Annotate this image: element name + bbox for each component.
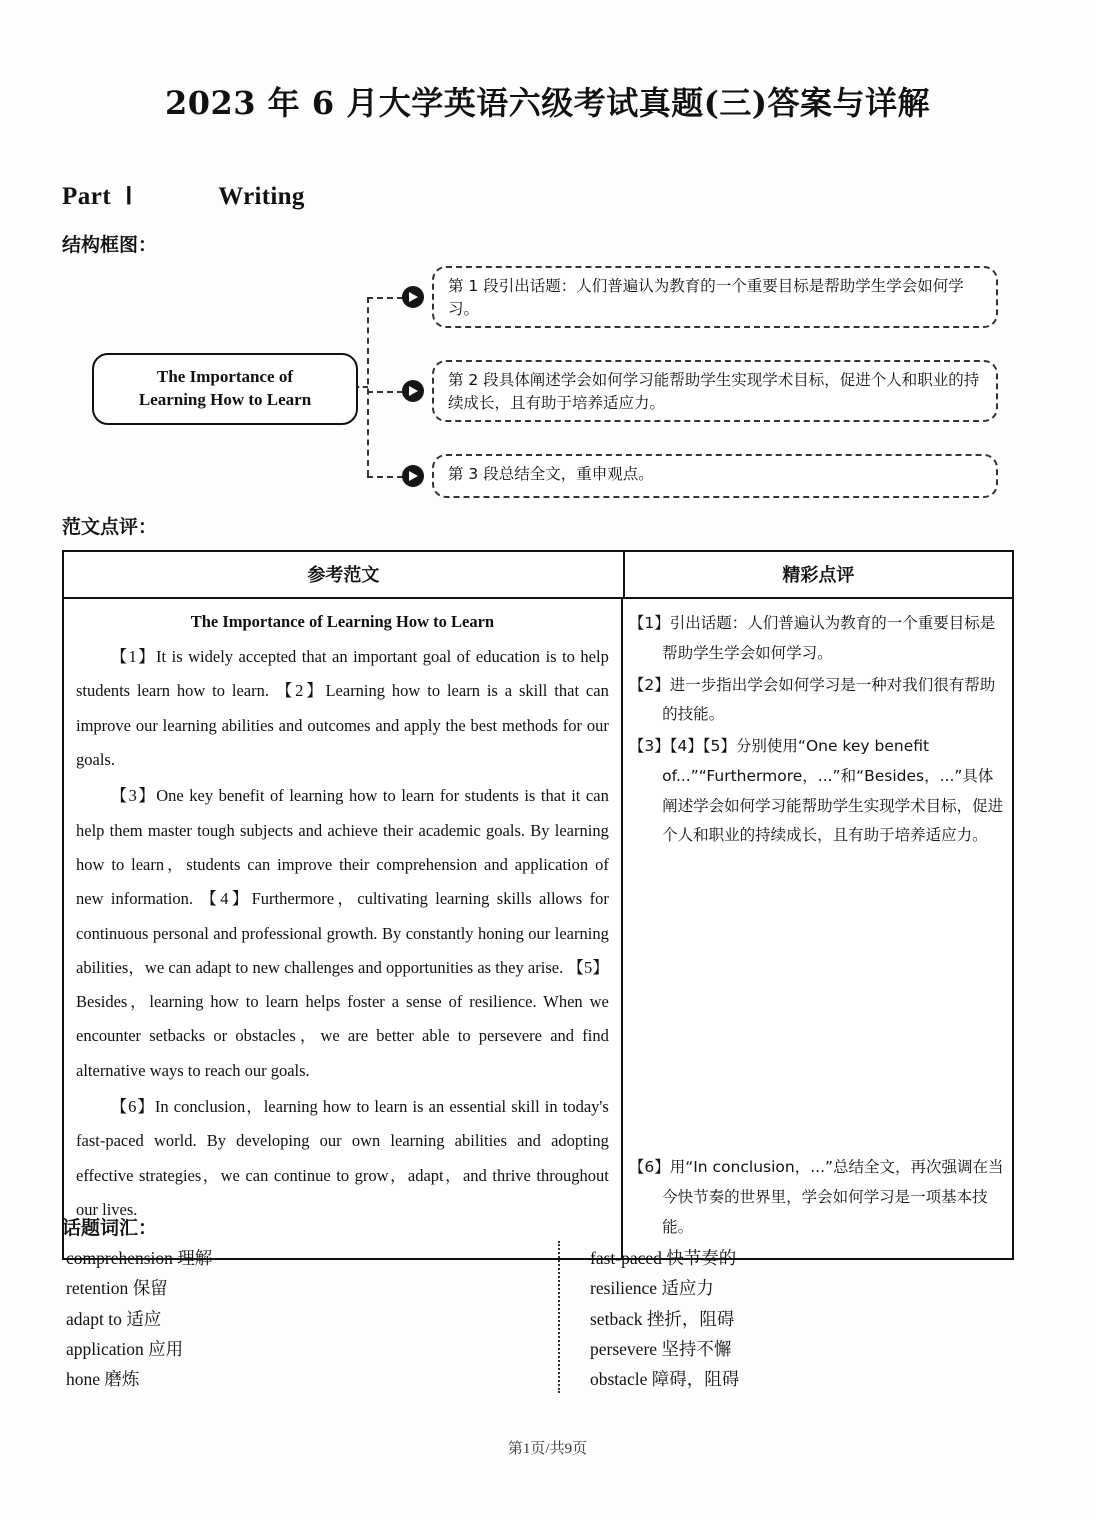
vocabulary-divider <box>558 1241 560 1393</box>
vocabulary-entry: adapt to 适应 <box>66 1308 162 1329</box>
arrow-right-icon <box>402 465 424 487</box>
vocabulary-column-right <box>590 1243 1010 1394</box>
essay-paragraph: 【3】One key benefit of learning how to learn for students is that it can help them master tough subjects and achieve their academic goals. By learning how to learn，students can improve their comprehension and application of new information. 【4】Furthermore，cultivating learning skills allows for continuous personal and professional growth. By constantly honing our learning abilities，we can adapt to new challenges and opportunities as they arise. 【5】Besides，learning how to learn helps foster a sense of resilience. When we encounter setbacks or obstacles，we are better able to persevere and find alternative ways to reach our goals. <box>76 786 609 1080</box>
table-body-row <box>64 599 1012 1258</box>
diagram-branch-node: 第 1 段引出话题：人们普遍认为教育的一个重要目标是帮助学生学会如何学习。 <box>432 266 998 328</box>
diagram-root-node <box>92 353 358 425</box>
table-header-row <box>64 552 1012 599</box>
essay-title: The Importance of Learning How to Learn <box>190 612 495 631</box>
vocabulary-entry: fast-paced 快节奏的 <box>590 1248 737 1268</box>
vocabulary-entry: comprehension 理解 <box>66 1248 213 1268</box>
diagram-root-line-1: The Importance of <box>157 367 293 387</box>
part-label: Part <box>62 183 112 210</box>
commentary-cell <box>623 599 1012 1258</box>
vocabulary-entry: retention 保留 <box>66 1278 168 1299</box>
structure-diagram <box>62 258 1012 503</box>
page-footer: 第1页/共9页 <box>507 1441 588 1457</box>
vocabulary-section-label: 话题词汇： <box>62 1217 158 1239</box>
structure-section-label: 结构框图： <box>62 234 158 256</box>
vocabulary-entry: hone 磨炼 <box>66 1369 140 1390</box>
diagram-branch-node: 第 2 段具体阐述学会如何学习能帮助学生实现学术目标，促进个人和职业的持续成长，且有助于培养适应力。 <box>432 360 998 422</box>
commentary-item: 【2】进一步指出学会如何学习是一种对我们很有帮助的技能。 <box>628 675 996 724</box>
vocabulary-list <box>62 1243 1014 1393</box>
commentary-item: 【1】引出话题：人们普遍认为教育的一个重要目标是帮助学生学会如何学习。 <box>628 614 996 662</box>
commentary-item: 【3】【4】【5】分别使用“One key benefit of...”“Furthermore，...”和“Besides，...”具体阐述学会如何学习能帮助学生实现学术目标，促进个人和职业的持续成长，且有助于培养适应力。 <box>628 737 1004 845</box>
connector-branch-3 <box>367 476 403 478</box>
vocabulary-entry: setback 挫折，阻碍 <box>590 1308 735 1329</box>
vocabulary-entry: resilience 适应力 <box>590 1278 714 1299</box>
commentary-item: 【6】用“In conclusion，...”总结全文，再次强调在当今快节奏的世界里，学会如何学习是一项基本技能。 <box>628 1158 1004 1236</box>
essay-cell <box>64 599 623 1258</box>
vocabulary-entry: obstacle 障碍，阻碍 <box>590 1369 740 1390</box>
essay-paragraph: 【6】In conclusion，learning how to learn is an essential skill in today's fast-paced world. By developing our own learning abilities and adopting effective strategies，we can continue to grow，adapt，and thrive throughout our lives. <box>76 1097 609 1219</box>
arrow-right-icon <box>402 380 424 402</box>
column-header-essay: 参考范文 <box>64 552 625 597</box>
part-heading <box>62 182 305 211</box>
essay-paragraph: 【1】It is widely accepted that an important goal of education is to help students learn how to learn. 【2】Learning how to learn is a skill that can improve our learning abilities and outcomes and apply the best methods for our goals. <box>76 647 609 769</box>
page-title: 2023 年 6 月大学英语六级考试真题(三)答案与详解 <box>164 84 931 122</box>
part-section-name: Writing <box>218 183 305 210</box>
connector-branch-2 <box>367 391 403 393</box>
vocabulary-column-left <box>66 1243 536 1394</box>
column-header-commentary: 精彩点评 <box>782 565 855 586</box>
commentary-section-label: 范文点评： <box>62 516 158 538</box>
diagram-root-line-2: Learning How to Learn <box>138 390 312 409</box>
arrow-right-icon <box>402 286 424 308</box>
connector-branch-1 <box>367 297 403 299</box>
vocabulary-entry: persevere 坚持不懈 <box>590 1338 732 1359</box>
diagram-branch-node: 第 3 段总结全文，重申观点。 <box>432 454 998 498</box>
part-number: Ⅰ <box>125 184 133 210</box>
vocabulary-entry: application 应用 <box>66 1338 184 1359</box>
essay-commentary-table <box>62 550 1014 1260</box>
